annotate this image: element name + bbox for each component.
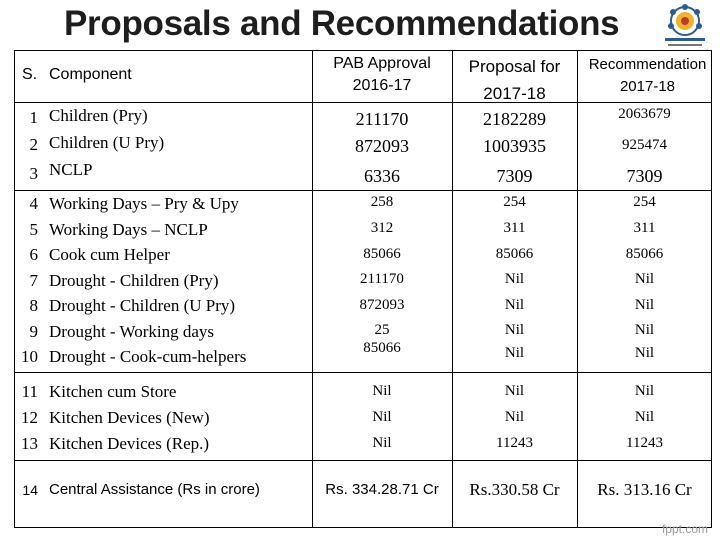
header-pab-line1: PAB Approval [333, 55, 431, 72]
row-proposal: Nil [504, 345, 525, 361]
row-number: 8 [29, 296, 38, 315]
row-number: 4 [29, 194, 38, 213]
row-divider [14, 102, 712, 103]
header-proposal [452, 53, 577, 107]
row-recommendation: 11243 [626, 435, 663, 451]
row-pab: 872093 [359, 297, 405, 313]
row-recommendation: 254 [633, 194, 656, 210]
row-recommendation: 85066 [625, 246, 664, 262]
row-number: 3 [29, 164, 38, 183]
row-recommendation: Nil [634, 345, 655, 361]
row-component: Children (Pry) [49, 106, 148, 125]
row-recommendation: 7309 [626, 166, 663, 186]
row-recommendation: Nil [634, 271, 655, 287]
row-proposal: 85066 [495, 246, 534, 262]
row-proposal: 254 [503, 194, 526, 210]
row-component: Kitchen Devices (Rep.) [49, 434, 210, 453]
row-component: Drought - Children (Pry) [49, 271, 219, 290]
row-pab: 211170 [360, 271, 404, 287]
row-component: Children (U Pry) [49, 133, 165, 152]
row-recommendation: Nil [634, 297, 655, 313]
row-pab: 312 [370, 220, 394, 236]
row-proposal: Rs.330.58 Cr [469, 480, 560, 499]
footer-watermark: fppt.com [661, 522, 708, 536]
row-number: 13 [21, 434, 38, 453]
row-component: Working Days – Pry & Upy [49, 194, 239, 213]
row-component: Drought - Working days [49, 322, 214, 341]
row-recommendation: 925474 [622, 137, 667, 153]
row-component: Cook cum Helper [49, 245, 170, 264]
row-recommendation: 2063679 [618, 106, 671, 122]
row-number: 11 [21, 382, 38, 401]
row-proposal: 311 [503, 220, 526, 236]
row-pab: 25 [374, 322, 390, 338]
row-component: Drought - Children (U Pry) [49, 296, 236, 315]
row-divider [14, 190, 712, 191]
header-recommendation [577, 54, 718, 98]
row-pab: 85066 [363, 246, 401, 262]
row-number: 10 [21, 347, 38, 366]
row-pab: Nil [372, 383, 392, 399]
row-proposal: 7309 [496, 166, 533, 186]
row-recommendation: Nil [634, 409, 655, 425]
header-component: Component [49, 66, 132, 83]
row-pab: 211170 [355, 109, 409, 129]
row-number: 5 [29, 220, 38, 239]
row-proposal: 1003935 [483, 136, 546, 156]
row-component: Central Assistance (Rs in crore) [49, 481, 260, 498]
header-rec-line2: 2017-18 [619, 78, 676, 95]
row-number: 7 [29, 271, 38, 290]
row-component: Working Days – NCLP [49, 220, 208, 239]
row-recommendation: Rs. 313.16 Cr [597, 480, 692, 499]
row-component: Drought - Cook-cum-helpers [49, 347, 247, 366]
row-proposal: Nil [504, 322, 525, 338]
header-rec-line1: Recommendation [588, 56, 707, 73]
row-proposal: 11243 [496, 435, 533, 451]
row-divider [14, 460, 712, 461]
row-component: NCLP [49, 160, 93, 179]
row-proposal: Nil [504, 409, 525, 425]
header-pab-line2: 2016-17 [352, 77, 412, 94]
education-emblem-icon [660, 4, 710, 50]
row-proposal: Nil [504, 297, 525, 313]
row-proposal: Nil [504, 271, 525, 287]
row-component: Kitchen Devices (New) [49, 408, 210, 427]
row-recommendation: Nil [634, 383, 655, 399]
page-title: Proposals and Recommendations [64, 4, 620, 43]
header-pab [312, 53, 452, 97]
row-number: 9 [29, 322, 38, 341]
header-proposal-line1: Proposal for [468, 57, 561, 76]
row-pab: Rs. 334.28.71 Cr [325, 481, 439, 498]
row-component: Kitchen cum Store [49, 382, 177, 401]
row-recommendation: Nil [634, 322, 655, 338]
row-number: 2 [29, 135, 38, 154]
row-pab: 6336 [364, 166, 400, 186]
row-pab: 258 [370, 194, 394, 210]
row-divider [14, 372, 712, 373]
row-number: 14 [22, 482, 38, 498]
row-pab: 872093 [355, 136, 409, 156]
row-pab: Nil [372, 409, 392, 425]
row-pab: 85066 [363, 340, 401, 356]
row-number: 12 [21, 408, 38, 427]
row-recommendation: 311 [633, 220, 656, 236]
row-proposal: 2182289 [483, 109, 546, 129]
header-proposal-line2: 2017-18 [483, 84, 546, 103]
row-proposal: Nil [504, 383, 525, 399]
header-sno: S. [22, 66, 38, 83]
row-number: 1 [29, 108, 38, 127]
row-number: 6 [29, 245, 38, 264]
row-pab: Nil [372, 435, 392, 451]
